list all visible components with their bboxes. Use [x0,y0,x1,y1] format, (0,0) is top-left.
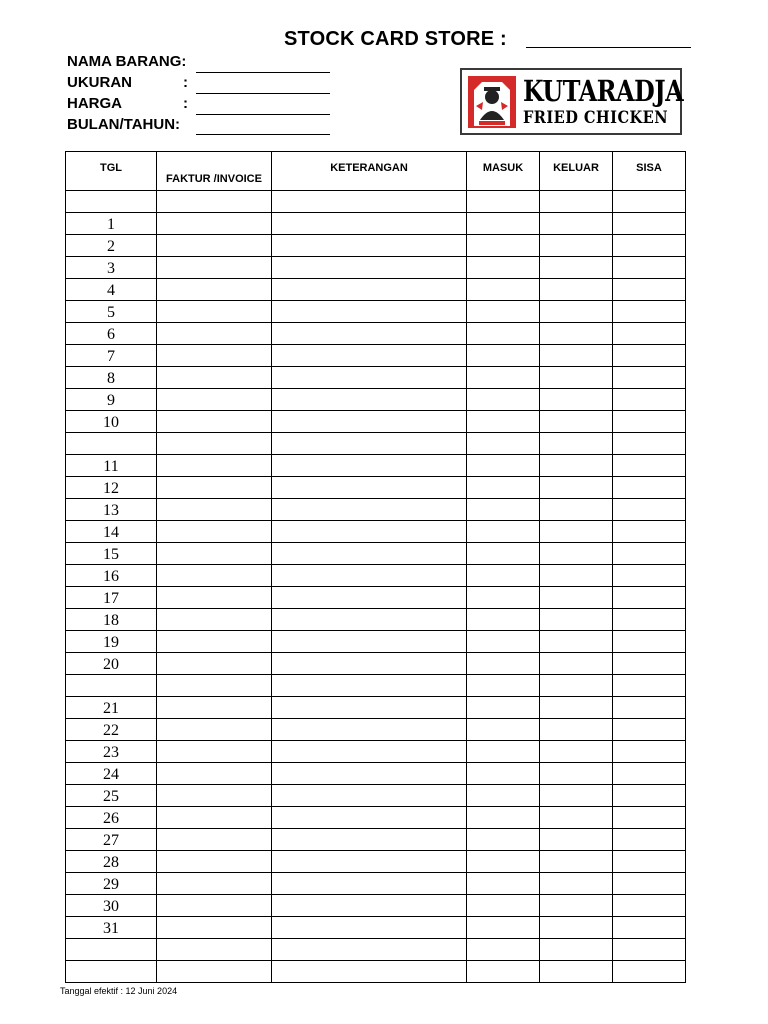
field-line-nama-barang [196,72,330,73]
tgl-cell [66,433,157,455]
masuk-cell[interactable] [467,631,540,653]
page-title: STOCK CARD STORE : [284,28,507,50]
keterangan-cell[interactable] [272,411,467,433]
tgl-cell: 17 [66,587,157,609]
sisa-cell[interactable] [613,609,686,631]
sisa-cell[interactable] [613,235,686,257]
keluar-cell[interactable] [540,785,613,807]
keluar-cell[interactable] [540,323,613,345]
faktur-cell[interactable] [157,477,272,499]
tgl-cell: 16 [66,565,157,587]
sisa-cell[interactable] [613,499,686,521]
masuk-cell[interactable] [467,279,540,301]
table-row [66,851,686,873]
masuk-cell[interactable] [467,455,540,477]
keterangan-cell[interactable] [272,785,467,807]
masuk-cell[interactable] [467,719,540,741]
keterangan-cell[interactable] [272,191,467,213]
masuk-cell[interactable] [467,609,540,631]
keterangan-cell[interactable] [272,279,467,301]
masuk-cell[interactable] [467,257,540,279]
sisa-cell[interactable] [613,191,686,213]
tgl-cell: 15 [66,543,157,565]
tgl-cell: 8 [66,367,157,389]
tgl-cell: 19 [66,631,157,653]
keluar-cell[interactable] [540,301,613,323]
tgl-cell: 9 [66,389,157,411]
keterangan-cell[interactable] [272,301,467,323]
field-label-nama-barang: NAMA BARANG: [67,53,187,70]
store-name-line [526,47,691,48]
tgl-cell: 29 [66,873,157,895]
masuk-cell[interactable] [467,433,540,455]
keluar-cell[interactable] [540,719,613,741]
tgl-cell: 6 [66,323,157,345]
table-header-row [66,152,686,191]
table-row [66,675,686,697]
faktur-cell[interactable] [157,411,272,433]
keluar-cell[interactable] [540,433,613,455]
faktur-cell[interactable] [157,389,272,411]
keluar-cell[interactable] [540,653,613,675]
masuk-cell[interactable] [467,917,540,939]
stock-table [65,151,686,983]
masuk-cell[interactable] [467,235,540,257]
logo-badge-icon [468,76,516,128]
faktur-cell[interactable] [157,917,272,939]
sisa-cell[interactable] [613,301,686,323]
keterangan-cell[interactable] [272,807,467,829]
faktur-cell[interactable] [157,829,272,851]
table-row [66,323,686,345]
keluar-cell[interactable] [540,609,613,631]
table-row [66,257,686,279]
table-row [66,587,686,609]
keterangan-cell[interactable] [272,565,467,587]
keterangan-cell[interactable] [272,345,467,367]
tgl-cell [66,675,157,697]
keterangan-cell[interactable] [272,433,467,455]
table-row [66,433,686,455]
tgl-cell: 12 [66,477,157,499]
masuk-cell[interactable] [467,521,540,543]
sisa-cell[interactable] [613,851,686,873]
keterangan-cell[interactable] [272,961,467,983]
faktur-cell[interactable] [157,785,272,807]
masuk-cell[interactable] [467,389,540,411]
sisa-cell[interactable] [613,257,686,279]
table-row [66,367,686,389]
faktur-cell[interactable] [157,345,272,367]
faktur-cell[interactable] [157,323,272,345]
col-header-sisa: SISA [613,152,686,191]
field-label-harga: HARGA [67,95,122,112]
faktur-cell[interactable] [157,873,272,895]
sisa-cell[interactable] [613,521,686,543]
field-line-bulan-tahun [196,134,330,135]
masuk-cell[interactable] [467,763,540,785]
tgl-cell: 10 [66,411,157,433]
field-line-harga [196,114,330,115]
table-row [66,741,686,763]
keterangan-cell[interactable] [272,939,467,961]
faktur-cell[interactable] [157,367,272,389]
keluar-cell[interactable] [540,411,613,433]
keterangan-cell[interactable] [272,741,467,763]
faktur-cell[interactable] [157,433,272,455]
masuk-cell[interactable] [467,565,540,587]
masuk-cell[interactable] [467,213,540,235]
sisa-cell[interactable] [613,807,686,829]
sisa-cell[interactable] [613,455,686,477]
table-row [66,191,686,213]
keterangan-cell[interactable] [272,653,467,675]
keterangan-cell[interactable] [272,697,467,719]
sisa-cell[interactable] [613,389,686,411]
table-row [66,345,686,367]
faktur-cell[interactable] [157,631,272,653]
sisa-cell[interactable] [613,697,686,719]
keluar-cell[interactable] [540,499,613,521]
sisa-cell[interactable] [613,477,686,499]
keluar-cell[interactable] [540,741,613,763]
masuk-cell[interactable] [467,939,540,961]
keluar-cell[interactable] [540,543,613,565]
masuk-cell[interactable] [467,741,540,763]
keluar-cell[interactable] [540,191,613,213]
keluar-cell[interactable] [540,763,613,785]
masuk-cell[interactable] [467,499,540,521]
table-row [66,477,686,499]
keluar-cell[interactable] [540,367,613,389]
sisa-cell[interactable] [613,653,686,675]
tgl-cell: 24 [66,763,157,785]
faktur-cell[interactable] [157,587,272,609]
sisa-cell[interactable] [613,587,686,609]
table-row [66,455,686,477]
keluar-cell[interactable] [540,235,613,257]
col-header-tgl: TGL [66,152,157,191]
sisa-cell[interactable] [613,675,686,697]
masuk-cell[interactable] [467,785,540,807]
sisa-cell[interactable] [613,433,686,455]
field-line-ukuran [196,93,330,94]
sisa-cell[interactable] [613,279,686,301]
sisa-cell[interactable] [613,873,686,895]
faktur-cell[interactable] [157,499,272,521]
faktur-cell[interactable] [157,961,272,983]
keluar-cell[interactable] [540,213,613,235]
keterangan-cell[interactable] [272,719,467,741]
tgl-cell [66,961,157,983]
masuk-cell[interactable] [467,653,540,675]
logo-tagline: FRIED CHICKEN [523,108,669,128]
table-row [66,829,686,851]
sisa-cell[interactable] [613,323,686,345]
col-header-keterangan: KETERANGAN [272,152,467,191]
keterangan-cell[interactable] [272,455,467,477]
keluar-cell[interactable] [540,873,613,895]
faktur-cell[interactable] [157,675,272,697]
faktur-cell[interactable] [157,301,272,323]
table-row [66,521,686,543]
col-header-keluar: KELUAR [540,152,613,191]
table-row [66,213,686,235]
keluar-cell[interactable] [540,807,613,829]
table-row [66,939,686,961]
masuk-cell[interactable] [467,367,540,389]
faktur-cell[interactable] [157,697,272,719]
masuk-cell[interactable] [467,411,540,433]
keterangan-cell[interactable] [272,763,467,785]
faktur-cell[interactable] [157,543,272,565]
tgl-cell: 4 [66,279,157,301]
masuk-cell[interactable] [467,851,540,873]
tgl-cell: 3 [66,257,157,279]
tgl-cell: 26 [66,807,157,829]
keterangan-cell[interactable] [272,851,467,873]
table-row [66,917,686,939]
table-row [66,279,686,301]
tgl-cell: 2 [66,235,157,257]
table-row [66,411,686,433]
table-row [66,499,686,521]
keterangan-cell[interactable] [272,521,467,543]
tgl-cell: 28 [66,851,157,873]
keterangan-cell[interactable] [272,631,467,653]
faktur-cell[interactable] [157,191,272,213]
tgl-cell: 5 [66,301,157,323]
masuk-cell[interactable] [467,873,540,895]
keterangan-cell[interactable] [272,917,467,939]
sisa-cell[interactable] [613,719,686,741]
masuk-cell[interactable] [467,301,540,323]
faktur-cell[interactable] [157,741,272,763]
table-row [66,895,686,917]
faktur-cell[interactable] [157,719,272,741]
table-row [66,609,686,631]
tgl-cell: 7 [66,345,157,367]
masuk-cell[interactable] [467,191,540,213]
table-row [66,961,686,983]
masuk-cell[interactable] [467,895,540,917]
table-row [66,719,686,741]
logo-name: KUTARADJA [523,74,684,108]
sisa-cell[interactable] [613,829,686,851]
faktur-cell[interactable] [157,213,272,235]
masuk-cell[interactable] [467,543,540,565]
masuk-cell[interactable] [467,829,540,851]
table-row [66,763,686,785]
table-row [66,235,686,257]
faktur-cell[interactable] [157,257,272,279]
masuk-cell[interactable] [467,345,540,367]
keterangan-cell[interactable] [272,675,467,697]
table-row [66,389,686,411]
sisa-cell[interactable] [613,565,686,587]
table-row [66,543,686,565]
keterangan-cell[interactable] [272,543,467,565]
col-header-masuk: MASUK [467,152,540,191]
keluar-cell[interactable] [540,675,613,697]
keterangan-cell[interactable] [272,587,467,609]
tgl-cell: 21 [66,697,157,719]
keluar-cell[interactable] [540,345,613,367]
keterangan-cell[interactable] [272,257,467,279]
keterangan-cell[interactable] [272,235,467,257]
table-row [66,301,686,323]
keterangan-cell[interactable] [272,895,467,917]
sisa-cell[interactable] [613,543,686,565]
tgl-cell [66,939,157,961]
table-row [66,631,686,653]
keterangan-cell[interactable] [272,213,467,235]
faktur-cell[interactable] [157,455,272,477]
tgl-cell: 18 [66,609,157,631]
keluar-cell[interactable] [540,697,613,719]
masuk-cell[interactable] [467,961,540,983]
masuk-cell[interactable] [467,587,540,609]
faktur-cell[interactable] [157,653,272,675]
keterangan-cell[interactable] [272,829,467,851]
field-label-bulan-tahun: BULAN/TAHUN: [67,116,181,133]
tgl-cell: 30 [66,895,157,917]
field-label-ukuran: UKURAN [67,74,132,91]
sisa-cell[interactable] [613,895,686,917]
faktur-cell[interactable] [157,279,272,301]
sisa-cell[interactable] [613,411,686,433]
keluar-cell[interactable] [540,939,613,961]
keluar-cell[interactable] [540,587,613,609]
effective-date: Tanggal efektif : 12 Juni 2024 [60,986,178,996]
tgl-cell: 22 [66,719,157,741]
masuk-cell[interactable] [467,697,540,719]
faktur-cell[interactable] [157,565,272,587]
keluar-cell[interactable] [540,565,613,587]
keluar-cell[interactable] [540,631,613,653]
tgl-cell: 14 [66,521,157,543]
sisa-cell[interactable] [613,785,686,807]
keluar-cell[interactable] [540,257,613,279]
keluar-cell[interactable] [540,829,613,851]
sisa-cell[interactable] [613,741,686,763]
keluar-cell[interactable] [540,279,613,301]
faktur-cell[interactable] [157,609,272,631]
tgl-cell: 20 [66,653,157,675]
keluar-cell[interactable] [540,521,613,543]
faktur-cell[interactable] [157,851,272,873]
masuk-cell[interactable] [467,807,540,829]
keluar-cell[interactable] [540,961,613,983]
keterangan-cell[interactable] [272,367,467,389]
col-header-faktur: FAKTUR /INVOICE [157,152,272,191]
masuk-cell[interactable] [467,675,540,697]
keterangan-cell[interactable] [272,499,467,521]
field-colon-harga: : [183,95,188,112]
keterangan-cell[interactable] [272,609,467,631]
keluar-cell[interactable] [540,477,613,499]
table-row [66,807,686,829]
sisa-cell[interactable] [613,917,686,939]
keluar-cell[interactable] [540,455,613,477]
sisa-cell[interactable] [613,631,686,653]
sisa-cell[interactable] [613,763,686,785]
faktur-cell[interactable] [157,521,272,543]
keterangan-cell[interactable] [272,389,467,411]
faktur-cell[interactable] [157,763,272,785]
brand-logo [460,68,682,135]
sisa-cell[interactable] [613,939,686,961]
sisa-cell[interactable] [613,367,686,389]
keterangan-cell[interactable] [272,477,467,499]
table-row [66,785,686,807]
faktur-cell[interactable] [157,807,272,829]
table-row [66,873,686,895]
masuk-cell[interactable] [467,323,540,345]
table-row [66,565,686,587]
masuk-cell[interactable] [467,477,540,499]
keterangan-cell[interactable] [272,323,467,345]
tgl-cell: 1 [66,213,157,235]
tgl-cell: 23 [66,741,157,763]
tgl-cell: 25 [66,785,157,807]
keluar-cell[interactable] [540,917,613,939]
faktur-cell[interactable] [157,939,272,961]
table-row [66,653,686,675]
sisa-cell[interactable] [613,213,686,235]
keluar-cell[interactable] [540,895,613,917]
sisa-cell[interactable] [613,961,686,983]
tgl-cell: 11 [66,455,157,477]
faktur-cell[interactable] [157,235,272,257]
tgl-cell: 27 [66,829,157,851]
keterangan-cell[interactable] [272,873,467,895]
tgl-cell [66,191,157,213]
tgl-cell: 31 [66,917,157,939]
tgl-cell: 13 [66,499,157,521]
sisa-cell[interactable] [613,345,686,367]
field-colon-ukuran: : [183,74,188,91]
keluar-cell[interactable] [540,851,613,873]
table-row [66,697,686,719]
faktur-cell[interactable] [157,895,272,917]
keluar-cell[interactable] [540,389,613,411]
